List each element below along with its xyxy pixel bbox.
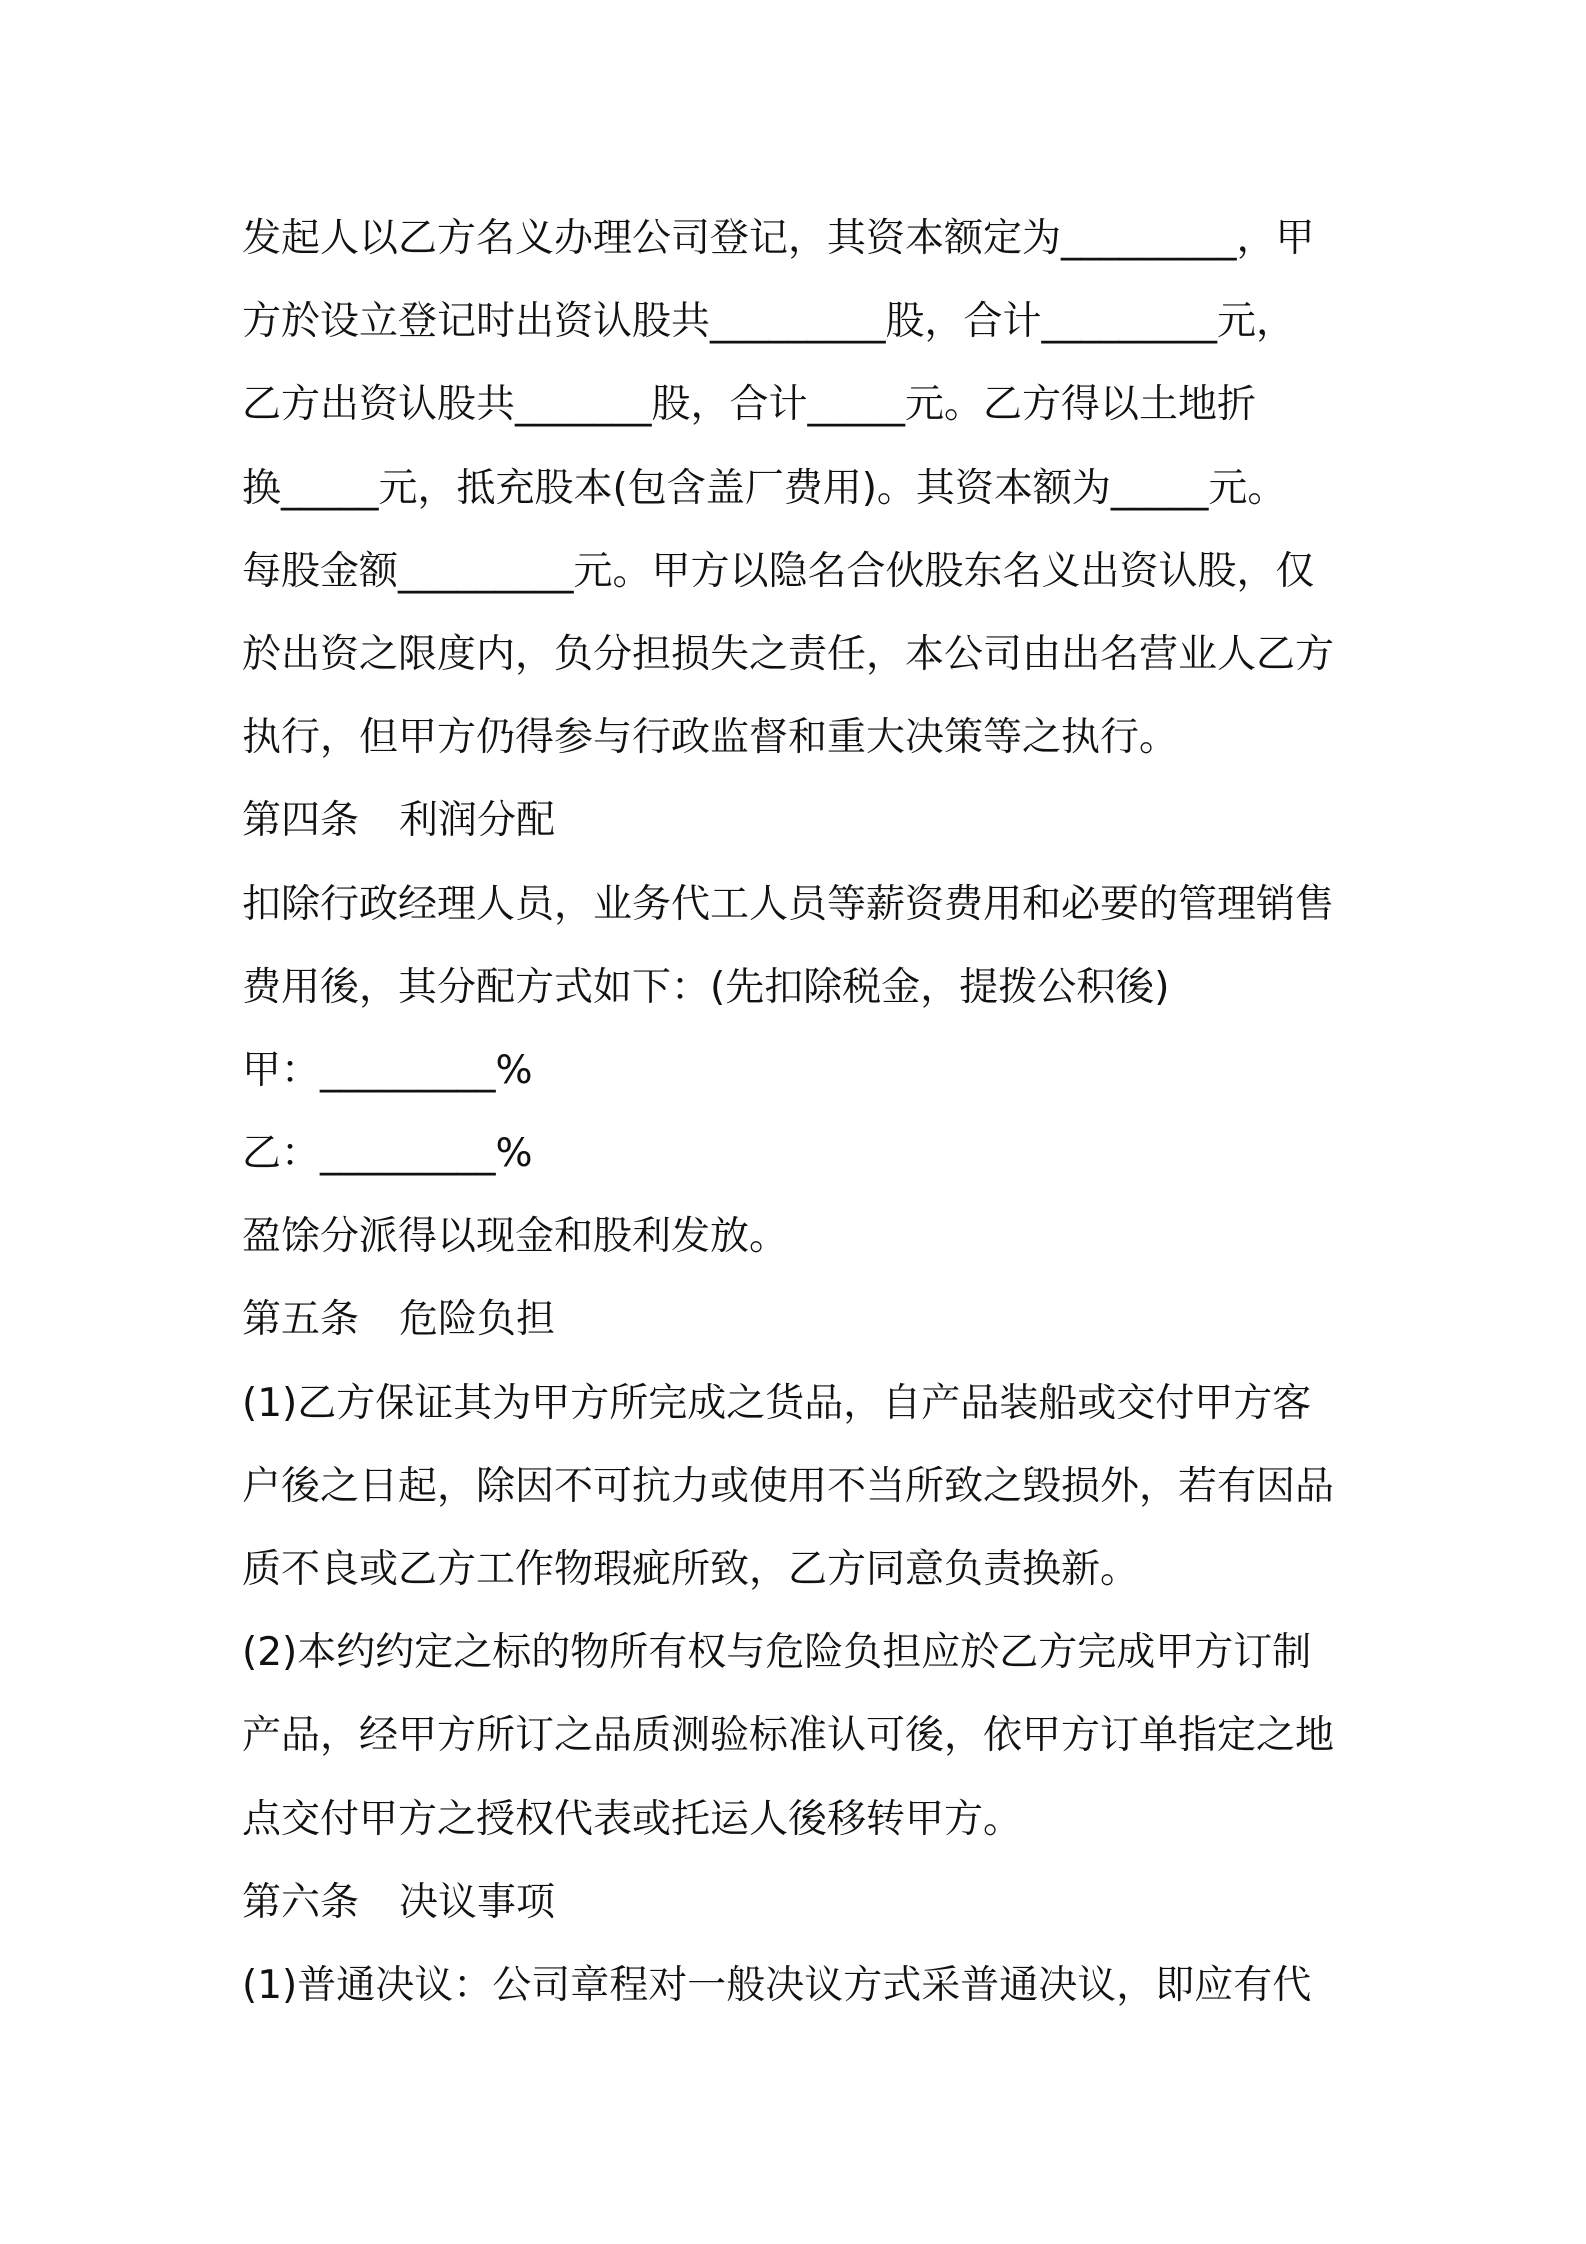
share-line-party-b: 乙：_________% xyxy=(242,1131,533,1177)
paragraph-line: (1)乙方保证其为甲方所完成之货品，自产品装船或交付甲方客 xyxy=(242,1380,1312,1426)
paragraph-line: 执行，但甲方仍得参与行政监督和重大决策等之执行。 xyxy=(242,715,1179,761)
paragraph-line: (1)普通决议：公司章程对一般决议方式采普通决议，即应有代 xyxy=(242,1962,1312,2008)
document-body xyxy=(242,197,1362,2027)
paragraph-line: 於出资之限度内，负分担损失之责任，本公司由出名营业人乙方 xyxy=(242,631,1335,677)
paragraph-line: 盈馀分派得以现金和股利发放。 xyxy=(242,1214,789,1260)
paragraph-line: 点交付甲方之授权代表或托运人後移转甲方。 xyxy=(242,1796,1023,1842)
article-heading xyxy=(242,1278,1362,1361)
paragraph-line: 费用後，其分配方式如下：(先扣除税金，提拨公积後) xyxy=(242,964,1170,1010)
paragraph-line: 换_____元，抵充股本(包含盖厂费用)。其资本额为_____元。 xyxy=(242,465,1287,511)
article-number: 第六条 xyxy=(242,1879,360,1925)
paragraph-line: (2)本约约定之标的物所有权与危险负担应於乙方完成甲方订制 xyxy=(242,1630,1312,1676)
article-heading xyxy=(242,1861,1362,1944)
share-line-party-a: 甲：_________% xyxy=(242,1047,533,1093)
paragraph-line: 质不良或乙方工作物瑕疵所致，乙方同意负责换新。 xyxy=(242,1547,1140,1592)
paragraph-line: 发起人以乙方名义办理公司登记，其资本额定为_________，甲 xyxy=(242,216,1315,261)
paragraph-line: 户後之日起，除因不可抗力或使用不当所致之毁损外，若有因品 xyxy=(242,1463,1335,1509)
article-title: 决议事项 xyxy=(399,1879,556,1925)
article-title: 利润分配 xyxy=(399,798,556,844)
paragraph-line: 每股金额_________元。甲方以隐名合伙股东名义出资认股，仅 xyxy=(242,548,1315,594)
article-title: 危险负担 xyxy=(399,1297,556,1343)
paragraph-line: 乙方出资认股共_______股，合计_____元。乙方得以土地折 xyxy=(242,382,1257,428)
paragraph-line: 扣除行政经理人员，业务代工人员等薪资费用和必要的管理销售 xyxy=(242,881,1335,927)
paragraph-line: 方於设立登记时出资认股共_________股，合计_________元， xyxy=(242,299,1296,345)
paragraph-line: 产品，经甲方所订之品质测验标准认可後，依甲方订单指定之地 xyxy=(242,1713,1335,1759)
article-number: 第五条 xyxy=(242,1297,360,1343)
article-number: 第四条 xyxy=(242,798,360,844)
article-heading xyxy=(242,779,1362,862)
